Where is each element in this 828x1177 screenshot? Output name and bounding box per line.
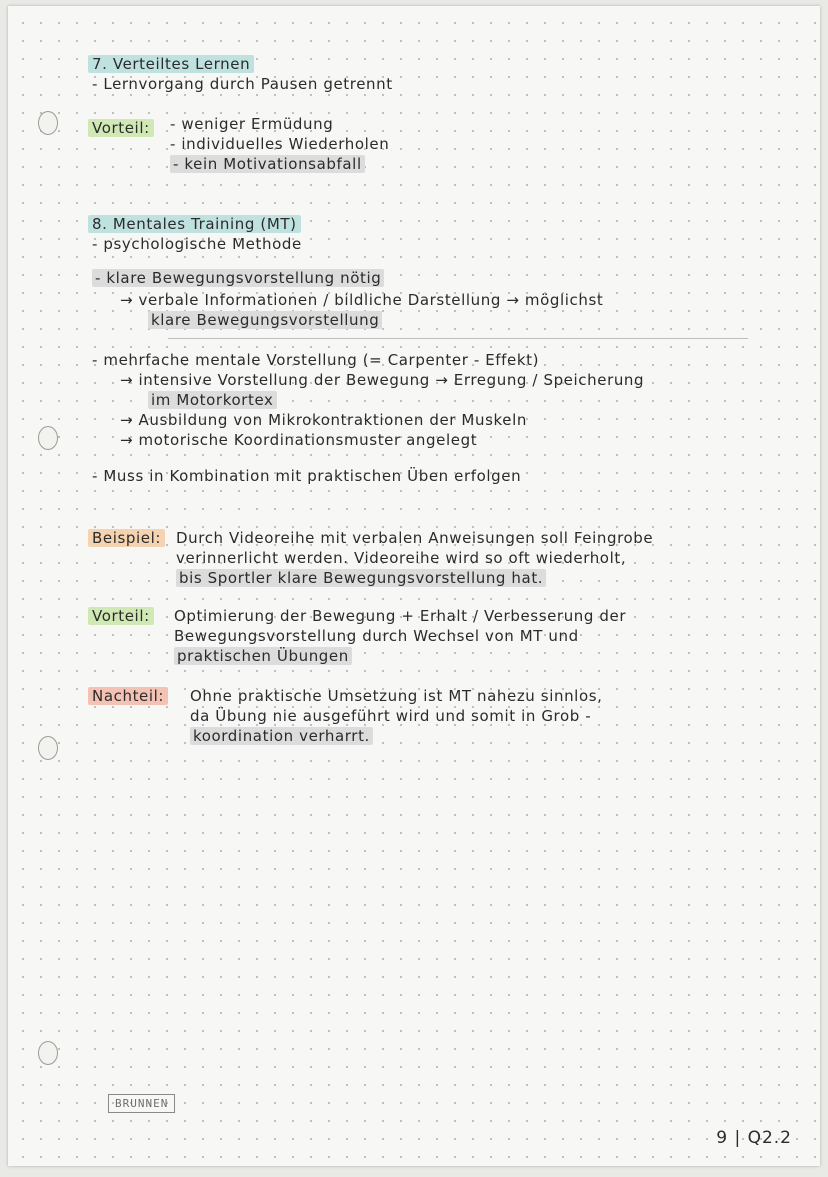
section-7-heading: 7. Verteiltes Lernen [88, 54, 254, 74]
example-line-1: Durch Videoreihe mit verbalen Anweisungen soll Feingrobe [176, 529, 654, 547]
disadvantage-line-2: da Übung nie ausgeführt wird und somit in Grob - [190, 707, 592, 725]
punch-hole [38, 1041, 58, 1065]
punch-hole [38, 426, 58, 450]
disadvantage-label: Nachteil: [88, 686, 168, 706]
advantage-line-2: Bewegungsvorstellung durch Wechsel von MT und [174, 627, 579, 645]
section-7-advantage-2: - individuelles Wiederholen [170, 135, 390, 153]
notebook-page [8, 6, 820, 1166]
advantage-line-3: praktischen Übungen [174, 646, 352, 666]
section-7-advantage-1: - weniger Ermüdung [170, 115, 334, 133]
mental-line-4: → Ausbildung von Mikrokontraktionen der Muskeln [120, 411, 527, 429]
mental-line-1: - mehrfache mentale Vorstellung (= Carpenter - Effekt) [92, 351, 540, 369]
punch-hole [38, 736, 58, 760]
example-label: Beispiel: [88, 528, 165, 548]
section-8-heading: 8. Mentales Training (MT) [88, 214, 301, 234]
advantage-line-1: Optimierung der Bewegung + Erhalt / Verbesserung der [174, 607, 627, 625]
brand-logo: BRUNNEN [108, 1094, 175, 1113]
section-7-advantage-3: - kein Motivationsabfall [170, 154, 365, 174]
advantage-label: Vorteil: [88, 606, 154, 626]
disadvantage-line-1: Ohne praktische Umsetzung ist MT nahezu sinnlos, [190, 687, 603, 705]
mental-line-2: → intensive Vorstellung der Bewegung → Erregung / Speicherung [120, 371, 645, 389]
mental-line-3: im Motorkortex [148, 390, 277, 410]
disadvantage-line-3: koordination verharrt. [190, 726, 373, 746]
section-8-line: - psychologische Methode [92, 235, 302, 253]
section-7-line: - Lernvorgang durch Pausen getrennt [92, 75, 393, 93]
page-number: 9 | Q2.2 [716, 1128, 792, 1148]
clear-idea-line-1: - klare Bewegungsvorstellung nötig [92, 268, 384, 288]
clear-idea-line-2: → verbale Informationen / bildliche Darstellung → möglichst [120, 291, 604, 309]
punch-hole [38, 111, 58, 135]
example-line-3: bis Sportler klare Bewegungsvorstellung hat. [176, 568, 546, 588]
combination-line: - Muss in Kombination mit praktischen Üben erfolgen [92, 467, 522, 485]
example-line-2: verinnerlicht werden. Videoreihe wird so oft wiederholt, [176, 549, 627, 567]
mental-line-5: → motorische Koordinationsmuster angelegt [120, 431, 478, 449]
clear-idea-line-3: klare Bewegungsvorstellung [148, 310, 382, 330]
divider [168, 338, 748, 339]
section-7-advantage-label: Vorteil: [88, 118, 154, 138]
